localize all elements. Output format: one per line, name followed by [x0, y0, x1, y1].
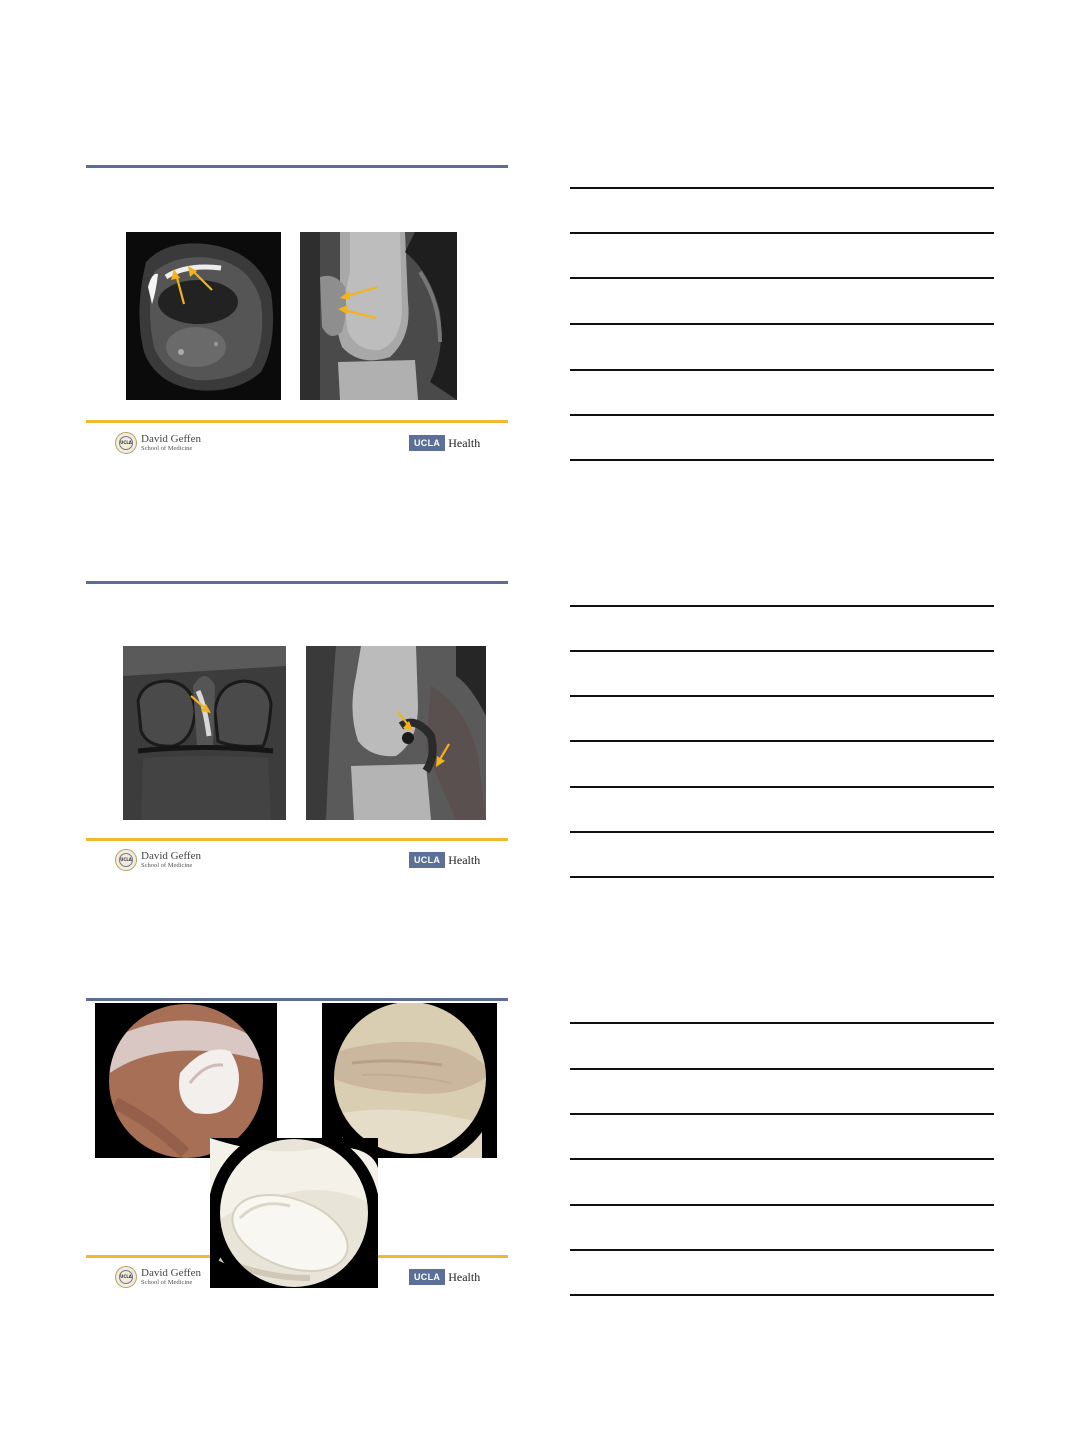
- slide-1-bottom-rule: [86, 420, 508, 423]
- slide-1-mri-sagittal-image: [300, 232, 457, 400]
- note-line: [570, 1249, 994, 1251]
- slide-1-geffen-logo: [115, 432, 201, 454]
- note-line: [570, 1204, 994, 1206]
- slide-3-geffen-logo: [115, 1266, 201, 1288]
- note-line: [570, 323, 994, 325]
- note-line: [570, 831, 994, 833]
- seal-text: UCLA: [120, 440, 132, 445]
- slide-2-mri-coronal-image: [123, 646, 286, 820]
- ucla-label: UCLA: [409, 1269, 445, 1285]
- school-name-line1: David Geffen: [141, 1266, 201, 1279]
- note-line: [570, 1113, 994, 1115]
- note-line: [570, 187, 994, 189]
- ucla-label: UCLA: [409, 435, 445, 451]
- slide-3-arthroscopy-image-2: [322, 1003, 497, 1158]
- slide-3-bottom-rule-left: [86, 1255, 210, 1258]
- school-name-line2: School of Medicine: [141, 861, 193, 869]
- slide-3-ucla-health-logo: [409, 1269, 480, 1285]
- slide-1-mri-axial-image: [126, 232, 281, 400]
- note-line: [570, 277, 994, 279]
- seal-text: UCLA: [120, 857, 132, 862]
- ucla-seal-icon: [115, 849, 137, 871]
- slide-3-arthroscopy-image-3: [210, 1138, 378, 1288]
- note-line: [570, 695, 994, 697]
- school-name-line1: David Geffen: [141, 849, 201, 862]
- school-name-line1: David Geffen: [141, 432, 201, 445]
- note-line: [570, 369, 994, 371]
- note-line: [570, 1068, 994, 1070]
- slide-2-ucla-health-logo: [409, 852, 480, 868]
- slide-3-top-rule: [86, 998, 508, 1001]
- slide-2-top-rule: [86, 581, 508, 584]
- slide-2-geffen-logo: [115, 849, 201, 871]
- slide-1-top-rule: [86, 165, 508, 168]
- note-line: [570, 414, 994, 416]
- note-line: [570, 786, 994, 788]
- note-line: [570, 740, 994, 742]
- note-line: [570, 876, 994, 878]
- ucla-label: UCLA: [409, 852, 445, 868]
- slide-2-mri-sagittal-image: [306, 646, 486, 820]
- health-label: Health: [448, 852, 481, 867]
- note-line: [570, 232, 994, 234]
- health-label: Health: [448, 435, 481, 450]
- school-name-line2: School of Medicine: [141, 1278, 193, 1286]
- slide-1-ucla-health-logo: [409, 435, 480, 451]
- slide-3-arthroscopy-image-1: [95, 1003, 277, 1158]
- ucla-seal-icon: [115, 432, 137, 454]
- note-line: [570, 650, 994, 652]
- school-name-line2: School of Medicine: [141, 444, 193, 452]
- note-line: [570, 605, 994, 607]
- note-line: [570, 1294, 994, 1296]
- slide-2-bottom-rule: [86, 838, 508, 841]
- note-line: [570, 459, 994, 461]
- ucla-seal-icon: [115, 1266, 137, 1288]
- health-label: Health: [448, 1269, 481, 1284]
- seal-text: UCLA: [120, 1274, 132, 1279]
- note-line: [570, 1022, 994, 1024]
- slide-3-bottom-rule-right: [378, 1255, 508, 1258]
- note-line: [570, 1158, 994, 1160]
